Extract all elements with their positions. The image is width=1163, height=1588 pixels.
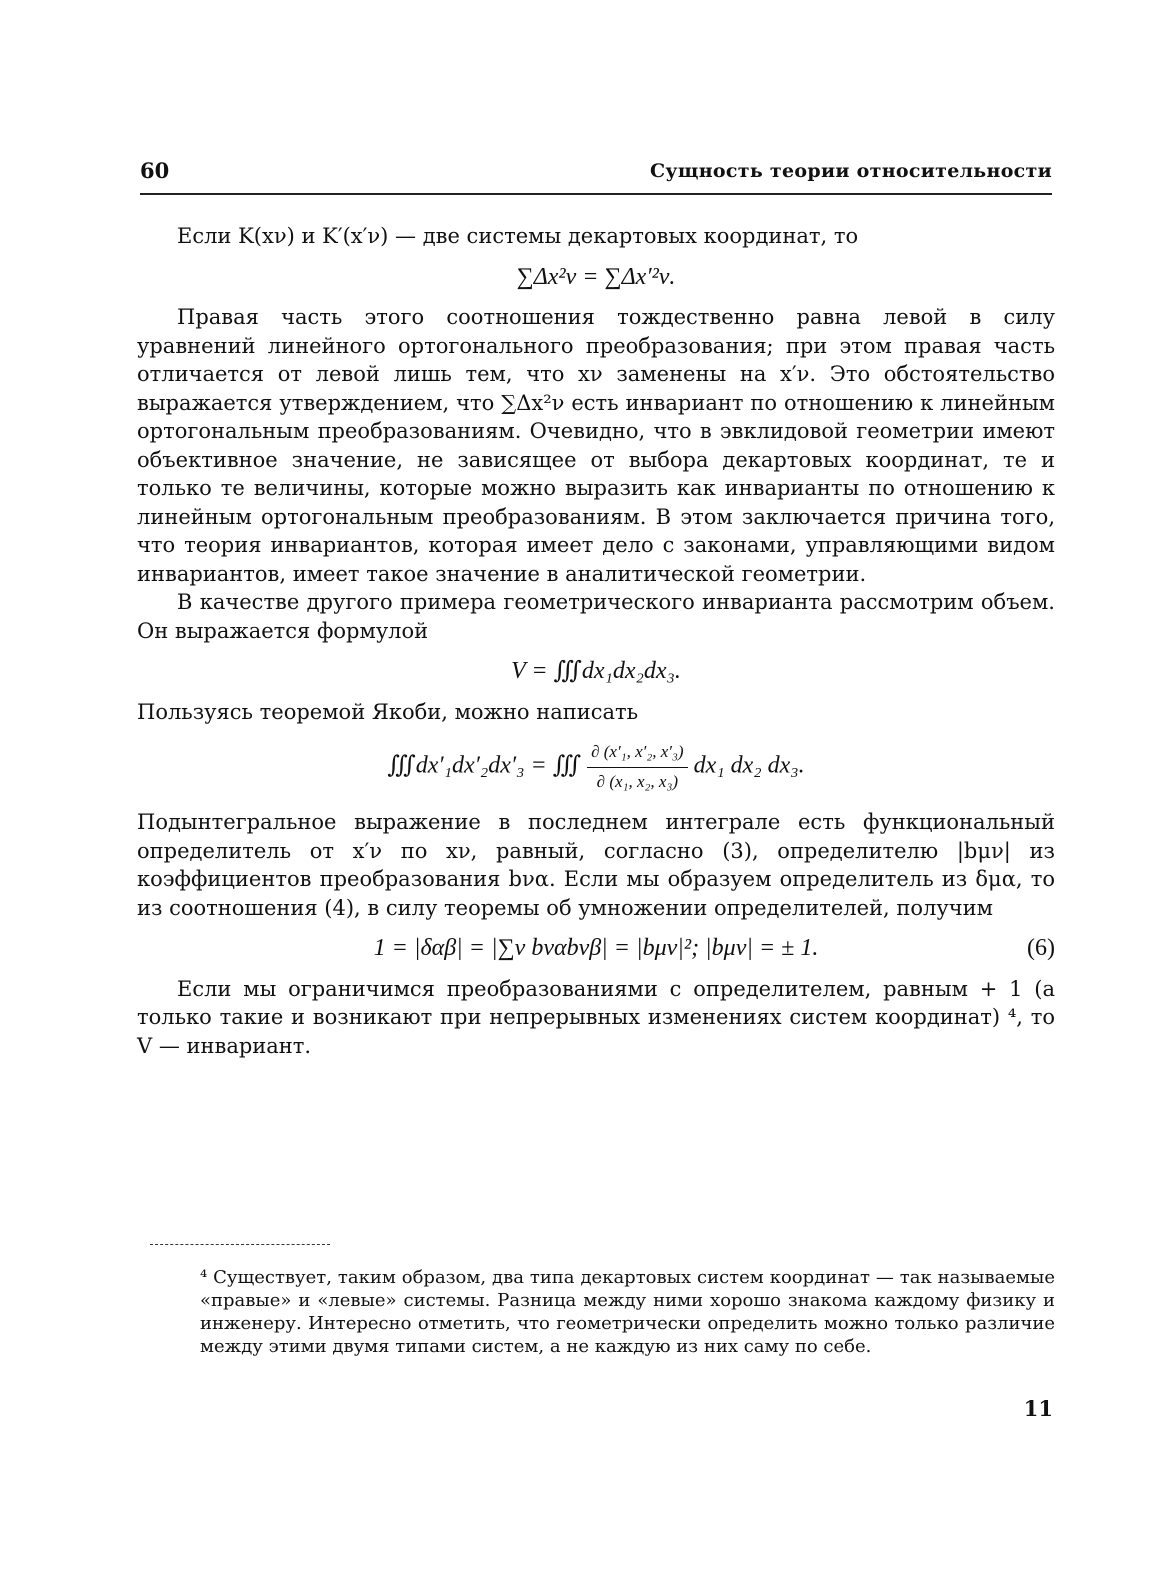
footnote-4: ⁴ Существует, таким образом, два типа декартовых систем координат — так называемые «правые» и «левые» системы. Разница между ними хорошо знакома каждому физику и инженеру. Интересно отметить, что геометрически определить можно только различие между этими двумя типами систем, а не каждую из них саму по себе. [200, 1267, 1055, 1357]
main-text [137, 222, 1055, 1060]
jacobian-fraction [587, 738, 688, 796]
equation-jacobi [137, 738, 1055, 796]
paragraph-6: Если мы ограничимся преобразованиями с определителем, равным + 1 (а только такие и возникают при непрерывных изменениях систем координат) ⁴, то V — инвариант. [137, 976, 1055, 1058]
running-title: Сущность теории относительности [649, 160, 1052, 182]
equation-jacobi-left: ∭dx′₁dx′₂dx′₃ = ∭ [387, 752, 582, 779]
jacobian-denominator: ∂ (x₁, x₂, x₃) [596, 771, 679, 791]
paragraph-4: Пользуясь теоремой Якоби, можно написать [137, 699, 639, 724]
equation-6 [137, 934, 1055, 963]
header-rule [140, 193, 1052, 195]
page-header [140, 158, 1052, 194]
paragraph-2: Правая часть этого соотношения тождественно равна левой в силу уравнений линейного ортогонального преобразования; при этом правая часть отличается от левой лишь тем, что xν заменены на x′ν. Это обстоятельство выражается утверждением, что ∑Δx²ν есть инвариант по отношению к линейным ортогональным преобразованиям. Очевидно, что в эвклидовой геометрии имеют объективное значение, не зависящее от выбора декартовых координат, те и только те величины, которые можно выразить как инварианты по отношению к линейным ортогональным преобразованиям. В этом заключается причина того, что теория инвариантов, которая имеет дело с законами, управляющими видом инвариантов, имеет такое значение в аналитической геометрии. [137, 305, 1055, 586]
signature-mark: 11 [1023, 1396, 1053, 1421]
equation-volume: V = ∭dx₁dx₂dx₃. [511, 658, 681, 684]
jacobian-numerator: ∂ (x′₁, x′₂, x′₃) [587, 738, 688, 768]
equation-6-label: (6) [1027, 935, 1055, 961]
paragraph-5: Подынтегральное выражение в последнем интеграле есть функциональный определитель от x′ν по xν, равный, согласно (3), определителю |bμν| из коэффициентов преобразования bνα. Если мы образуем определитель из δμα, то из соотношения (4), в силу теоремы об умножении определителей, получим [137, 810, 1055, 920]
paragraph-3: В качестве другого примера геометрического инварианта рассмотрим объем. Он выражается формулой [137, 590, 1055, 643]
equation-1: ∑Δx²ν = ∑Δx′²ν. [516, 263, 676, 290]
equation-6-body: 1 = |δαβ| = |∑ν bναbνβ| = |bμν|²; |bμν| = ± 1. [373, 935, 819, 961]
paragraph-1: Если K(xν) и K′(x′ν) — две системы декартовых координат, то [177, 224, 859, 248]
equation-jacobi-right: dx₁ dx₂ dx₃. [693, 752, 805, 779]
footnote-separator [150, 1244, 330, 1245]
page-number: 60 [140, 158, 170, 183]
